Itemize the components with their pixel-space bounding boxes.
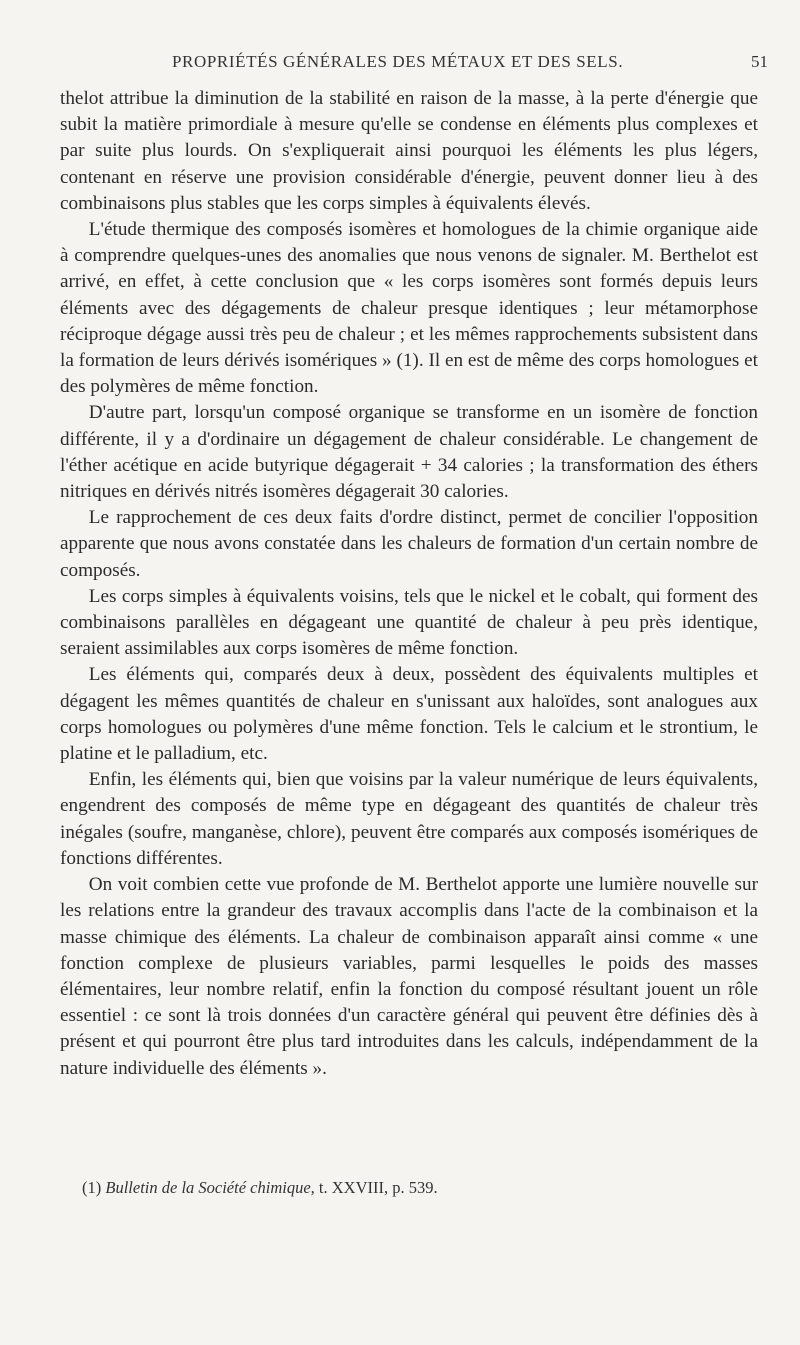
- footnote-reference: t. XXVIII, p. 539.: [318, 1178, 438, 1197]
- footnote-journal: Bulletin de la Société chimique,: [105, 1178, 315, 1197]
- paragraph: L'étude thermique des composés isomères et homologues de la chimie organique aide à comprendre quelques-unes des anomalies que nous venons de signaler. M. Berthelot est arrivé, en effet, à cette conclusion que « les corps isomères sont formés depuis leurs éléments avec des dégagements de chaleur presque identiques ; leur métamorphose réciproque dégage aussi très peu de chaleur ; et les mêmes rapprochements subsistent dans la formation de leurs dérivés isomériques » (1). Il en est de même des corps homologues et des polymères de même fonction.: [60, 219, 758, 398]
- paragraph: Enfin, les éléments qui, bien que voisins par la valeur numérique de leurs équivalents, engendrent des composés de même type en dégageant des quantités de chaleur très inégales (soufre, manganèse, chlore), peuvent être comparés aux composés isomériques de fonctions différentes.: [60, 769, 758, 869]
- paragraph: thelot attribue la diminution de la stabilité en raison de la masse, à la perte d'énergie que subit la matière primordiale à mesure qu'elle se condense en éléments plus complexes et par suite plus lourds. On s'expliquerait ainsi pourquoi les éléments les plus légers, contenant en réserve une provision considérable d'énergie, peuvent donner lieu à des combinaisons plus stables que les corps simples à équivalents élevés.: [60, 88, 758, 214]
- page-number: 51: [751, 52, 768, 71]
- running-title: PROPRIÉTÉS GÉNÉRALES DES MÉTAUX ET DES SELS.: [172, 52, 624, 71]
- paragraph: Les éléments qui, comparés deux à deux, possèdent des équivalents multiples et dégagent les mêmes quantités de chaleur en s'unissant aux haloïdes, sont analogues aux corps homologues ou polymères d'une même fonction. Tels le calcium et le strontium, le platine et le palladium, etc.: [60, 664, 758, 765]
- paragraph: On voit combien cette vue profonde de M. Berthelot apporte une lumière nouvelle sur les relations entre la grandeur des travaux accomplis dans l'acte de la combinaison et la masse chimique des éléments. La chaleur de combinaison apparaît ainsi comme « une fonction complexe de plusieurs variables, parmi lesquelles le poids des masses élémentaires, leur nombre relatif, enfin la fonction du composé résultant jouent un rôle essentiel : ce sont là trois données d'un caractère général qui peuvent être définies dès à présent et qui pourront être plus tard introduites dans les calculs, indépendamment de la nature individuelle des éléments ».: [60, 874, 758, 1079]
- page-header: [60, 52, 768, 76]
- paragraph: Le rapprochement de ces deux faits d'ordre distinct, permet de concilier l'opposition apparente que nous avons constatée dans les chaleurs de formation d'un certain nombre de composés.: [60, 507, 758, 581]
- footnote: [82, 1178, 438, 1198]
- footnote-marker: (1): [82, 1178, 102, 1197]
- paragraph: D'autre part, lorsqu'un composé organique se transforme en un isomère de fonction différente, il y a d'ordinaire un dégagement de chaleur considérable. Le changement de l'éther acétique en acide butyrique dégagerait + 34 calories ; la transformation des éthers nitriques en dérivés nitrés isomères dégagerait 30 calories.: [60, 402, 758, 503]
- body-text: [60, 86, 758, 1082]
- paragraph: Les corps simples à équivalents voisins, tels que le nickel et le cobalt, qui forment des combinaisons parallèles en dégageant une quantité de chaleur à peu près identique, seraient assimilables aux corps isomères de même fonction.: [60, 585, 758, 660]
